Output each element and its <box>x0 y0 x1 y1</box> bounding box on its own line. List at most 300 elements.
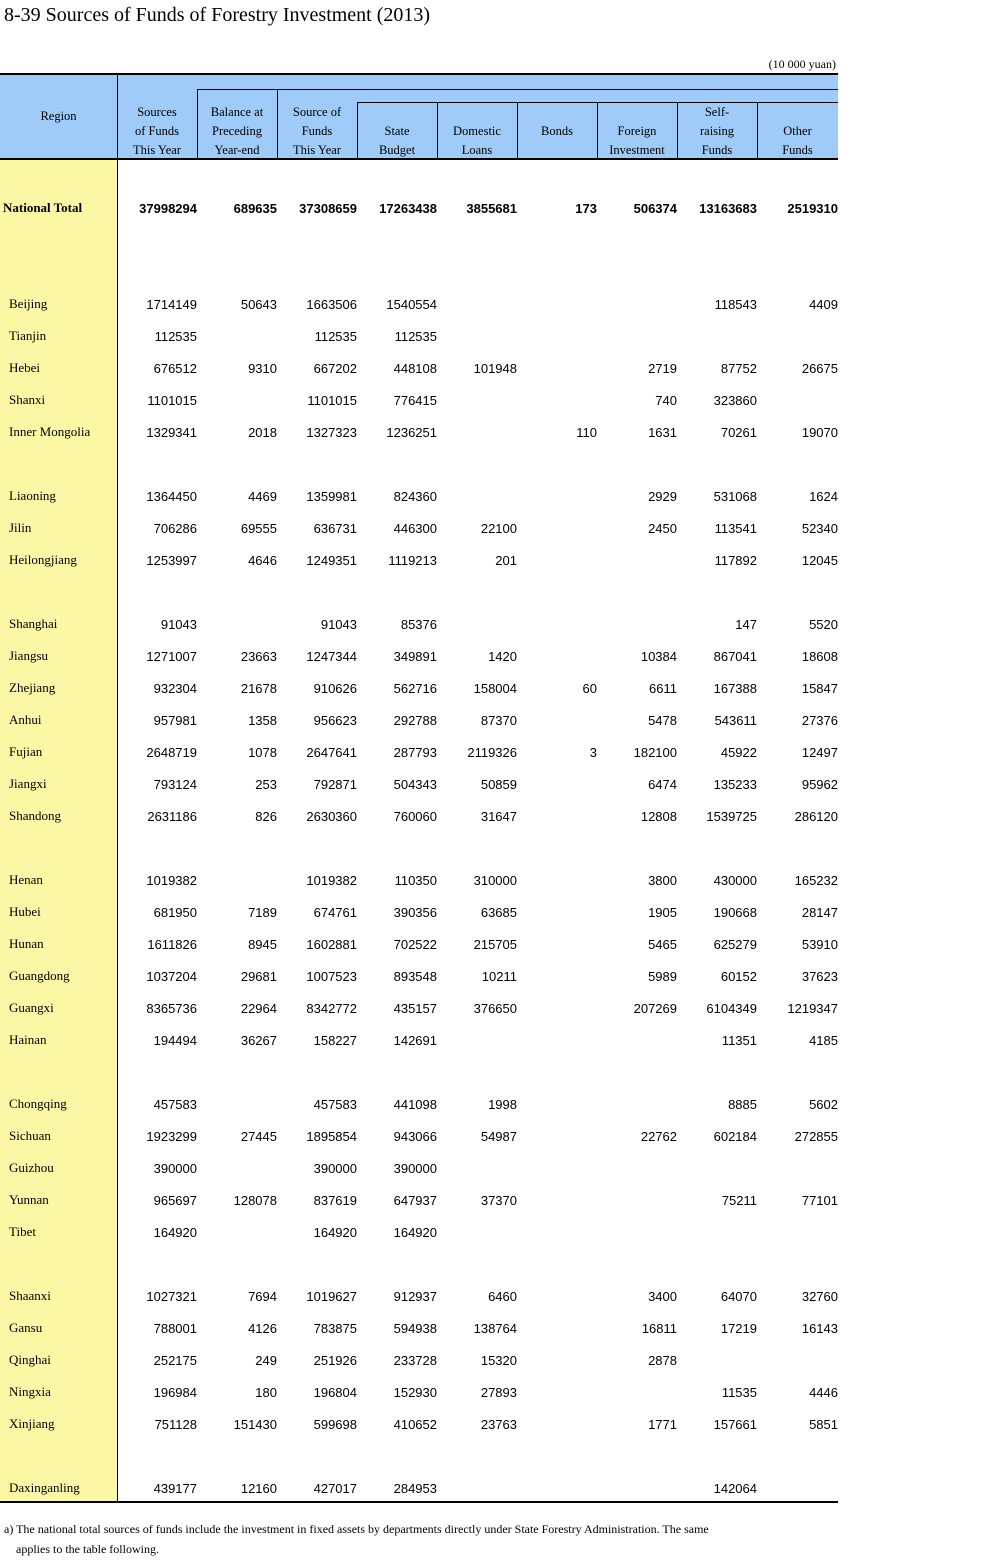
value-cell: 50859 <box>480 776 517 792</box>
value-cell: 2519310 <box>787 200 838 216</box>
value-cell: 16811 <box>641 1320 677 1336</box>
value-cell: 390000 <box>313 1160 357 1176</box>
value-cell: 22964 <box>240 1000 277 1016</box>
value-cell: 10384 <box>640 648 677 664</box>
header-other-funds: Other Funds <box>782 124 813 157</box>
value-cell: 446300 <box>393 520 437 536</box>
value-cell <box>597 1152 677 1184</box>
value-cell: 667202 <box>313 360 357 376</box>
value-cell: 142691 <box>393 1032 437 1048</box>
value-cell <box>437 320 517 352</box>
value-cell: 18608 <box>801 648 838 664</box>
value-cell: 2929 <box>648 488 677 504</box>
region-cell: Hunan <box>9 936 44 951</box>
value-cell: 2119326 <box>467 744 517 760</box>
value-cell <box>597 1216 677 1248</box>
value-cell: 1611826 <box>147 936 197 952</box>
value-cell: 21678 <box>240 680 277 696</box>
spacer-row <box>0 448 838 480</box>
value-cell <box>517 1408 597 1440</box>
spacer-row <box>0 1248 838 1280</box>
table-row <box>0 800 838 832</box>
value-cell: 751128 <box>154 1416 197 1432</box>
value-cell: 117892 <box>714 552 757 568</box>
value-cell: 142064 <box>713 1480 757 1496</box>
table-row <box>0 928 838 960</box>
value-cell: 165232 <box>794 872 838 888</box>
value-cell: 1329341 <box>146 424 197 440</box>
value-cell: 249 <box>255 1352 277 1368</box>
value-cell <box>517 1472 597 1504</box>
value-cell: 1539725 <box>706 808 757 824</box>
value-cell <box>197 320 277 352</box>
value-cell: 196804 <box>313 1384 357 1400</box>
header-region: Region <box>40 109 77 123</box>
value-cell: 441098 <box>393 1096 437 1112</box>
value-cell: 706286 <box>153 520 197 536</box>
bottom-rule <box>0 1501 838 1503</box>
value-cell: 457583 <box>313 1096 357 1112</box>
header-balance-preceding: Balance at Preceding Year-end <box>210 105 264 157</box>
value-cell: 837619 <box>313 1192 357 1208</box>
unit-label: (10 000 yuan) <box>768 57 836 71</box>
table-row <box>0 1344 838 1376</box>
value-cell: 910626 <box>313 680 357 696</box>
value-cell: 29681 <box>240 968 277 984</box>
value-cell: 251926 <box>313 1352 357 1368</box>
value-cell: 647937 <box>393 1192 437 1208</box>
value-cell: 506374 <box>633 200 677 216</box>
value-cell: 1895854 <box>306 1128 357 1144</box>
value-cell: 390356 <box>393 904 437 920</box>
value-cell: 1714149 <box>146 296 197 312</box>
region-cell: Hubei <box>9 904 41 919</box>
value-cell: 4446 <box>809 1384 838 1400</box>
value-cell: 1663506 <box>306 296 357 312</box>
table-row <box>0 1280 838 1312</box>
header-self-raising: Self- raising Funds <box>699 105 735 157</box>
value-cell: 4646 <box>248 552 277 568</box>
value-cell: 15320 <box>480 1352 517 1368</box>
header-rule <box>357 102 838 103</box>
value-cell: 196984 <box>153 1384 197 1400</box>
region-cell: Daxinganling <box>9 1480 80 1495</box>
value-cell <box>517 1152 597 1184</box>
value-cell: 1253997 <box>146 552 197 568</box>
value-cell: 118543 <box>714 296 757 312</box>
table-row <box>0 544 838 576</box>
value-cell: 15847 <box>801 680 838 696</box>
value-cell: 151430 <box>233 1416 277 1432</box>
value-cell <box>197 384 277 416</box>
value-cell: 1037204 <box>146 968 197 984</box>
value-cell: 543611 <box>714 712 757 728</box>
value-cell: 390000 <box>153 1160 197 1176</box>
value-cell: 2719 <box>648 360 677 376</box>
value-cell: 1247344 <box>306 648 357 664</box>
value-cell: 1358 <box>248 712 277 728</box>
header-sources-of-funds: Sources of Funds This Year <box>133 105 181 157</box>
value-cell <box>517 1376 597 1408</box>
value-cell: 112535 <box>314 328 357 344</box>
value-cell: 625279 <box>713 936 757 952</box>
value-cell <box>437 416 517 448</box>
value-cell: 943066 <box>393 1128 437 1144</box>
value-cell: 45922 <box>720 744 757 760</box>
value-cell: 1771 <box>648 1416 677 1432</box>
value-cell: 10211 <box>481 968 517 984</box>
value-cell <box>597 608 677 640</box>
value-cell: 1420 <box>488 648 517 664</box>
value-cell: 689635 <box>233 200 277 216</box>
value-cell <box>517 320 597 352</box>
value-cell: 427017 <box>313 1480 357 1496</box>
value-cell: 5465 <box>648 936 677 952</box>
value-cell <box>597 1184 677 1216</box>
value-cell <box>757 1344 838 1376</box>
value-cell <box>517 1184 597 1216</box>
value-cell <box>197 1216 277 1248</box>
value-cell: 1078 <box>248 744 277 760</box>
value-cell: 2450 <box>648 520 677 536</box>
region-cell: National Total <box>3 200 83 215</box>
value-cell: 1027321 <box>146 1288 197 1304</box>
value-cell: 430000 <box>713 872 757 888</box>
value-cell <box>677 1152 757 1184</box>
value-cell: 504343 <box>393 776 437 792</box>
value-cell <box>517 352 597 384</box>
value-cell: 594938 <box>393 1320 437 1336</box>
region-cell: Gansu <box>9 1320 43 1335</box>
region-cell: Shanxi <box>9 392 46 407</box>
value-cell <box>437 1152 517 1184</box>
table-row <box>0 1312 838 1344</box>
region-cell: Liaoning <box>9 488 56 503</box>
spacer-row <box>0 1440 838 1472</box>
header-foreign-investment: Foreign Investment <box>609 124 665 157</box>
region-cell: Inner Mongolia <box>9 424 91 439</box>
value-cell <box>597 320 677 352</box>
value-cell: 13163683 <box>699 200 757 216</box>
region-cell: Guizhou <box>9 1160 54 1175</box>
value-cell: 8365736 <box>146 1000 197 1016</box>
value-cell: 1249351 <box>306 552 357 568</box>
value-cell: 87752 <box>720 360 757 376</box>
value-cell: 956623 <box>313 712 357 728</box>
value-cell: 448108 <box>393 360 437 376</box>
header-rule <box>197 89 838 90</box>
region-cell: Chongqing <box>9 1096 67 1111</box>
total-row <box>0 160 838 256</box>
table-row <box>0 1472 838 1504</box>
value-cell: 1019382 <box>306 872 357 888</box>
value-cell: 636731 <box>313 520 357 536</box>
value-cell <box>677 320 757 352</box>
table-row <box>0 480 838 512</box>
value-cell: 349891 <box>393 648 437 664</box>
value-cell <box>517 960 597 992</box>
value-cell: 180 <box>255 1384 277 1400</box>
value-cell: 173 <box>575 200 597 216</box>
table-row <box>0 1216 838 1248</box>
value-cell <box>757 1472 838 1504</box>
value-cell: 101948 <box>473 360 517 376</box>
footnote <box>4 1519 824 1559</box>
value-cell <box>517 768 597 800</box>
value-cell: 87370 <box>480 712 517 728</box>
value-cell: 164920 <box>393 1224 437 1240</box>
value-cell: 1007523 <box>306 968 357 984</box>
value-cell: 2631186 <box>147 808 197 824</box>
table-row <box>0 704 838 736</box>
value-cell: 37623 <box>801 968 838 984</box>
value-cell: 128078 <box>233 1192 277 1208</box>
value-cell: 201 <box>495 552 517 568</box>
region-cell: Guangxi <box>9 1000 54 1015</box>
value-cell <box>437 1024 517 1056</box>
spacer-row <box>0 832 838 864</box>
region-cell: Qinghai <box>9 1352 51 1367</box>
value-cell: 2647641 <box>306 744 357 760</box>
value-cell <box>517 1312 597 1344</box>
value-cell <box>597 1376 677 1408</box>
value-cell: 1998 <box>488 1096 517 1112</box>
region-cell: Jiangxi <box>9 776 47 791</box>
value-cell: 1271007 <box>146 648 197 664</box>
value-cell: 60152 <box>720 968 757 984</box>
value-cell: 702522 <box>393 936 437 952</box>
region-cell: Tibet <box>9 1224 36 1239</box>
value-cell <box>437 288 517 320</box>
value-cell: 164920 <box>153 1224 197 1240</box>
value-cell: 912937 <box>393 1288 437 1304</box>
value-cell <box>517 1024 597 1056</box>
value-cell <box>757 1216 838 1248</box>
region-cell: Ningxia <box>9 1384 51 1399</box>
value-cell: 91043 <box>160 616 197 632</box>
value-cell: 2018 <box>248 424 277 440</box>
region-cell: Heilongjiang <box>9 552 77 567</box>
value-cell: 52340 <box>801 520 838 536</box>
value-cell: 4409 <box>809 296 838 312</box>
value-cell: 1923299 <box>146 1128 197 1144</box>
value-cell <box>517 480 597 512</box>
table-row <box>0 1024 838 1056</box>
value-cell: 85376 <box>400 616 437 632</box>
value-cell: 8945 <box>248 936 277 952</box>
table-row <box>0 768 838 800</box>
value-cell: 6474 <box>648 776 677 792</box>
value-cell: 4126 <box>248 1320 277 1336</box>
value-cell: 776415 <box>393 392 437 408</box>
value-cell <box>517 608 597 640</box>
header-source-this-year: Source of Funds This Year <box>292 105 342 157</box>
value-cell: 22762 <box>640 1128 677 1144</box>
value-cell: 824360 <box>393 488 437 504</box>
value-cell: 215705 <box>473 936 517 952</box>
value-cell: 674761 <box>313 904 357 920</box>
value-cell: 3800 <box>648 872 677 888</box>
value-cell: 152930 <box>393 1384 437 1400</box>
value-cell: 36267 <box>240 1032 277 1048</box>
value-cell: 793124 <box>153 776 197 792</box>
value-cell: 64070 <box>720 1288 757 1304</box>
table-row <box>0 672 838 704</box>
value-cell: 37308659 <box>299 200 357 216</box>
value-cell: 957981 <box>153 712 197 728</box>
region-cell: Shanghai <box>9 616 58 631</box>
value-cell: 826 <box>255 808 277 824</box>
value-cell: 740 <box>655 392 677 408</box>
value-cell: 5478 <box>648 712 677 728</box>
value-cell: 28147 <box>801 904 838 920</box>
value-cell <box>437 384 517 416</box>
value-cell: 12497 <box>801 744 838 760</box>
value-cell: 788001 <box>153 1320 197 1336</box>
value-cell: 286120 <box>794 808 838 824</box>
value-cell: 7189 <box>248 904 277 920</box>
table-row <box>0 1088 838 1120</box>
value-cell: 783875 <box>313 1320 357 1336</box>
value-cell: 12045 <box>801 552 838 568</box>
value-cell: 1624 <box>809 488 838 504</box>
table-row <box>0 608 838 640</box>
value-cell <box>197 608 277 640</box>
value-cell <box>517 1216 597 1248</box>
value-cell <box>517 1344 597 1376</box>
value-cell: 1236251 <box>386 424 437 440</box>
value-cell: 8342772 <box>306 1000 357 1016</box>
value-cell: 893548 <box>393 968 437 984</box>
footnote-line: applies to the table following. <box>16 1542 159 1556</box>
value-cell <box>597 1472 677 1504</box>
table-row <box>0 1376 838 1408</box>
value-cell: 12808 <box>640 808 677 824</box>
value-cell: 4185 <box>809 1032 838 1048</box>
value-cell: 252175 <box>153 1352 197 1368</box>
region-cell: Fujian <box>9 744 43 759</box>
region-cell: Xinjiang <box>9 1416 55 1431</box>
value-cell: 284953 <box>393 1480 437 1496</box>
table-row <box>0 384 838 416</box>
table-row <box>0 288 838 320</box>
region-cell: Hainan <box>9 1032 47 1047</box>
value-cell: 599698 <box>313 1416 357 1432</box>
value-cell: 27445 <box>240 1128 277 1144</box>
value-cell: 760060 <box>393 808 437 824</box>
value-cell: 32760 <box>801 1288 838 1304</box>
table-row <box>0 1152 838 1184</box>
value-cell: 50643 <box>240 296 277 312</box>
value-cell: 1101015 <box>307 392 357 408</box>
value-cell <box>517 544 597 576</box>
value-cell <box>517 288 597 320</box>
header-bonds: Bonds <box>541 124 573 138</box>
value-cell: 2630360 <box>306 808 357 824</box>
value-cell: 70261 <box>720 424 757 440</box>
table-row <box>0 320 838 352</box>
value-cell: 1540554 <box>386 296 437 312</box>
value-cell: 112535 <box>394 328 437 344</box>
value-cell: 69555 <box>240 520 277 536</box>
table-row <box>0 896 838 928</box>
value-cell <box>517 896 597 928</box>
value-cell: 54987 <box>480 1128 517 1144</box>
value-cell: 457583 <box>153 1096 197 1112</box>
spacer-row <box>0 1056 838 1088</box>
value-cell: 1219347 <box>787 1000 838 1016</box>
value-cell <box>677 1344 757 1376</box>
value-cell <box>517 992 597 1024</box>
table-row <box>0 1120 838 1152</box>
value-cell: 292788 <box>393 712 437 728</box>
value-cell: 138764 <box>473 1320 517 1336</box>
value-cell: 1119213 <box>388 552 437 568</box>
value-cell: 207269 <box>633 1000 677 1016</box>
region-cell: Sichuan <box>9 1128 51 1143</box>
value-cell <box>517 864 597 896</box>
value-cell <box>757 1152 838 1184</box>
value-cell: 112535 <box>154 328 197 344</box>
value-cell <box>597 288 677 320</box>
value-cell: 113541 <box>714 520 757 536</box>
header-domestic-loans: Domestic Loans <box>453 124 501 157</box>
value-cell: 182100 <box>633 744 677 760</box>
value-cell: 11535 <box>721 1384 757 1400</box>
value-cell: 77101 <box>801 1192 838 1208</box>
footnote-line: a) The national total sources of funds include the investment in fixed assets by departments directly under State Forestry Administration. The same <box>4 1522 709 1536</box>
value-cell: 158227 <box>313 1032 357 1048</box>
region-cell: Hebei <box>9 360 41 375</box>
region-cell: Beijing <box>9 296 48 311</box>
value-cell: 167388 <box>713 680 757 696</box>
region-cell: Shandong <box>9 808 61 823</box>
value-cell: 1364450 <box>146 488 197 504</box>
value-cell: 110 <box>576 424 597 440</box>
value-cell: 5602 <box>809 1096 838 1112</box>
value-cell: 23763 <box>480 1416 517 1432</box>
value-cell: 792871 <box>313 776 357 792</box>
value-cell: 1602881 <box>306 936 357 952</box>
value-cell <box>757 384 838 416</box>
value-cell: 1101015 <box>147 392 197 408</box>
value-cell: 1905 <box>648 904 677 920</box>
value-cell <box>597 1088 677 1120</box>
value-cell: 233728 <box>393 1352 437 1368</box>
region-cell: Anhui <box>9 712 42 727</box>
value-cell: 11351 <box>721 1032 757 1048</box>
value-cell: 287793 <box>393 744 437 760</box>
value-cell <box>197 1088 277 1120</box>
value-cell: 7694 <box>248 1288 277 1304</box>
value-cell: 157661 <box>713 1416 757 1432</box>
value-cell <box>197 1152 277 1184</box>
value-cell <box>197 864 277 896</box>
data-table <box>0 160 838 1536</box>
value-cell: 5520 <box>809 616 838 632</box>
value-cell: 2878 <box>648 1352 677 1368</box>
value-cell: 3855681 <box>466 200 517 216</box>
value-cell: 95962 <box>801 776 838 792</box>
value-cell: 390000 <box>393 1160 437 1176</box>
table-row <box>0 416 838 448</box>
value-cell <box>437 480 517 512</box>
value-cell: 135233 <box>713 776 757 792</box>
value-cell: 91043 <box>320 616 357 632</box>
value-cell: 6611 <box>649 680 677 696</box>
value-cell: 23663 <box>240 648 277 664</box>
value-cell: 5989 <box>648 968 677 984</box>
